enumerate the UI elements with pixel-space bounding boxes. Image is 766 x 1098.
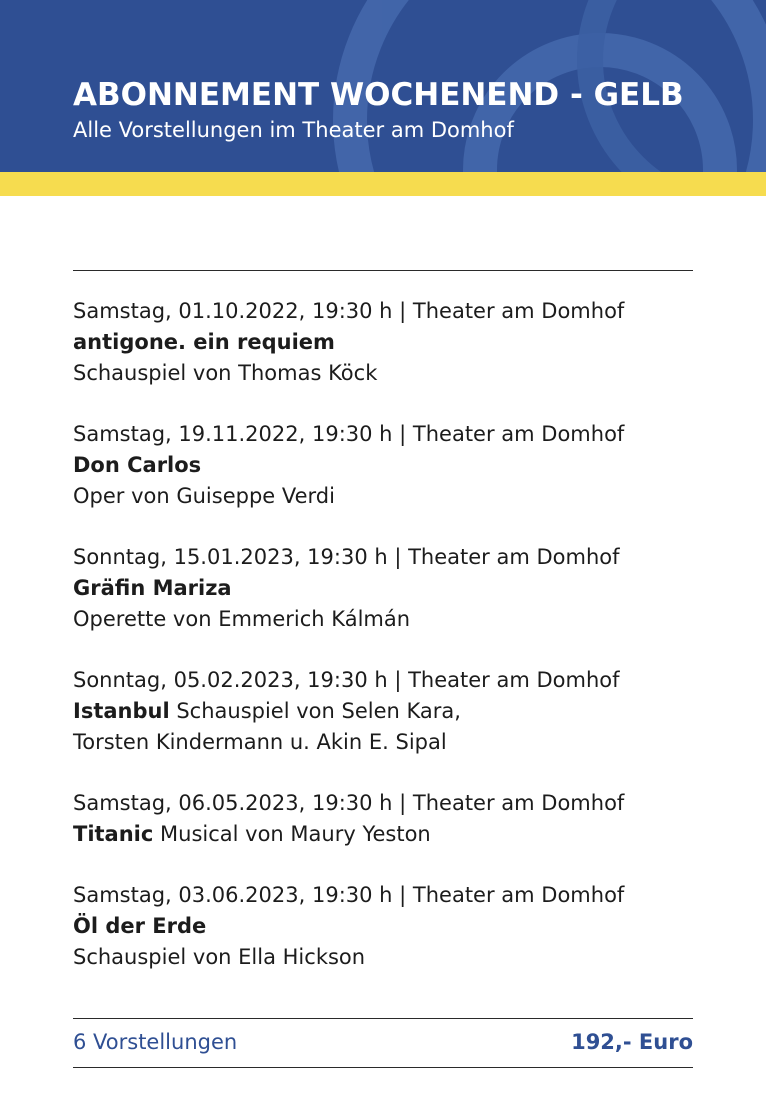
- event-item: [73, 788, 713, 850]
- page-subtitle: Alle Vorstellungen im Theater am Domhof: [73, 118, 514, 142]
- event-description: Schauspiel von Thomas Köck: [73, 361, 378, 385]
- event-description: Schauspiel von Selen Kara,: [169, 699, 461, 723]
- event-description: Torsten Kindermann u. Akin E. Sipal: [73, 730, 447, 754]
- event-item: [73, 880, 713, 973]
- footer-divider-bottom: [73, 1067, 693, 1068]
- subscription-price: 192,- Euro: [571, 1030, 693, 1054]
- event-title-line: [73, 819, 713, 850]
- footer-divider-top: [73, 1018, 693, 1019]
- event-title: Titanic: [73, 822, 154, 846]
- event-title: Gräfin Mariza: [73, 576, 232, 600]
- event-title-line: [73, 911, 713, 942]
- event-description: Oper von Guiseppe Verdi: [73, 484, 335, 508]
- event-date: Samstag, 01.10.2022, 19:30 h | Theater am Domhof: [73, 299, 625, 323]
- page-title: ABONNEMENT WOCHENEND - GELB: [73, 77, 684, 113]
- event-date: Sonntag, 05.02.2023, 19:30 h | Theater am Domhof: [73, 668, 620, 692]
- event-title: Don Carlos: [73, 453, 202, 477]
- event-item: [73, 542, 713, 635]
- event-item: [73, 665, 713, 758]
- top-divider: [73, 270, 693, 271]
- summary-footer: [73, 1026, 693, 1058]
- event-title: antigone. ein requiem: [73, 330, 335, 354]
- event-description: Schauspiel von Ella Hickson: [73, 945, 366, 969]
- event-title-line: [73, 327, 713, 358]
- event-date: Samstag, 03.06.2023, 19:30 h | Theater am Domhof: [73, 883, 625, 907]
- event-item: [73, 419, 713, 512]
- event-title: Istanbul: [73, 699, 170, 723]
- event-date: Sonntag, 15.01.2023, 19:30 h | Theater am Domhof: [73, 545, 620, 569]
- event-item: [73, 296, 713, 389]
- event-description: Musical von Maury Yeston: [153, 822, 431, 846]
- event-list: [73, 296, 713, 1003]
- header-banner: [0, 0, 766, 172]
- event-date: Samstag, 19.11.2022, 19:30 h | Theater am Domhof: [73, 422, 625, 446]
- performance-count: 6 Vorstellungen: [73, 1030, 238, 1054]
- event-description: Operette von Emmerich Kálmán: [73, 607, 411, 631]
- event-title: Öl der Erde: [73, 914, 207, 938]
- event-title-line: [73, 450, 713, 481]
- accent-band: [0, 172, 766, 196]
- event-date: Samstag, 06.05.2023, 19:30 h | Theater am Domhof: [73, 791, 625, 815]
- event-title-line: [73, 696, 713, 727]
- event-title-line: [73, 573, 713, 604]
